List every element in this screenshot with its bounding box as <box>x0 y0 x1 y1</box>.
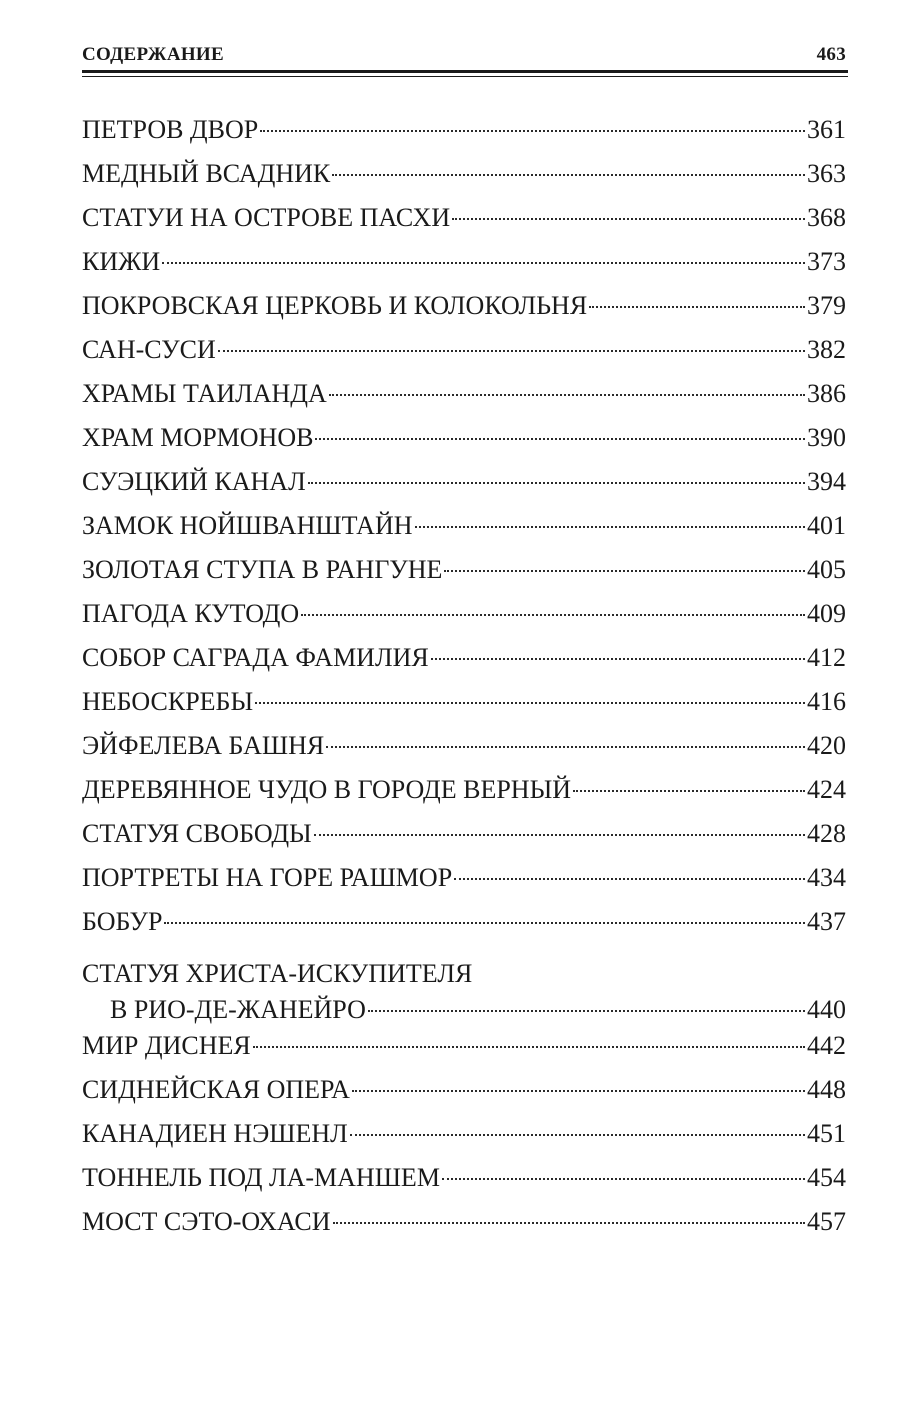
dot-leader <box>352 1089 805 1092</box>
toc-entry-title: СТАТУИ НА ОСТРОВЕ ПАСХИ <box>82 203 451 232</box>
toc-entry-title: ЗОЛОТАЯ СТУПА В РАНГУНЕ <box>82 555 443 584</box>
toc-entry <box>82 904 846 948</box>
toc-entry-title: МЕДНЫЙ ВСАДНИК <box>82 159 331 188</box>
toc-entry-page: 379 <box>807 291 846 320</box>
dot-leader <box>314 833 805 836</box>
dot-leader <box>308 481 805 484</box>
toc-entry-title: СОБОР САГРАДА ФАМИЛИЯ <box>82 643 429 672</box>
dot-leader <box>333 1221 805 1224</box>
toc-entry-title: ПАГОДА КУТОДО <box>82 599 300 628</box>
toc-entry-title: ДЕРЕВЯННОЕ ЧУДО В ГОРОДЕ ВЕРНЫЙ <box>82 775 572 804</box>
page-number: 463 <box>816 44 846 65</box>
toc-entry-title: КАНАДИЕН НЭШЕНЛ <box>82 1119 348 1148</box>
toc-entry-page: 382 <box>807 335 846 364</box>
dot-leader <box>255 701 805 704</box>
dot-leader <box>368 1009 805 1012</box>
dot-leader <box>415 525 806 528</box>
dot-leader <box>315 437 805 440</box>
dot-leader <box>164 921 805 924</box>
toc-entry <box>82 508 846 552</box>
toc-entry <box>82 244 846 288</box>
toc-entry-title: СТАТУЯ ХРИСТА-ИСКУПИТЕЛЯ <box>82 959 473 988</box>
toc-entry-title: МОСТ СЭТО-ОХАСИ <box>82 1207 331 1236</box>
toc-entry <box>82 376 846 420</box>
toc-entry-title: ХРАМ МОРМОНОВ <box>82 423 314 452</box>
header-rule-thin <box>82 76 848 77</box>
dot-leader <box>218 349 805 352</box>
dot-leader <box>573 789 805 792</box>
table-of-contents <box>82 112 846 1248</box>
toc-entry-page: 457 <box>807 1207 846 1236</box>
toc-entry-page: 448 <box>807 1075 846 1104</box>
toc-entry <box>82 420 846 464</box>
toc-entry <box>82 1204 846 1248</box>
toc-entry-page: 390 <box>807 423 846 452</box>
toc-entry <box>82 1160 846 1204</box>
toc-entry-page: 368 <box>807 203 846 232</box>
toc-entry-title: СУЭЦКИЙ КАНАЛ <box>82 467 306 496</box>
toc-entry-page: 424 <box>807 775 846 804</box>
dot-leader <box>332 173 805 176</box>
toc-entry-page: 386 <box>807 379 846 408</box>
toc-entry-page: 373 <box>807 247 846 276</box>
toc-entry-page: 442 <box>807 1031 846 1060</box>
dot-leader <box>442 1177 805 1180</box>
toc-entry-page: 454 <box>807 1163 846 1192</box>
dot-leader <box>454 877 805 880</box>
toc-entry <box>82 552 846 596</box>
toc-entry <box>82 112 846 156</box>
toc-entry <box>82 816 846 860</box>
dot-leader <box>162 261 805 264</box>
toc-entry-title: ПОКРОВСКАЯ ЦЕРКОВЬ И КОЛОКОЛЬНЯ <box>82 291 588 320</box>
toc-entry <box>82 948 846 1028</box>
toc-entry <box>82 684 846 728</box>
toc-entry-page: 437 <box>807 907 846 936</box>
toc-entry-title: МИР ДИСНЕЯ <box>82 1031 251 1060</box>
dot-leader <box>260 129 805 132</box>
toc-entry-page: 451 <box>807 1119 846 1148</box>
toc-entry-page: 363 <box>807 159 846 188</box>
toc-entry-title: ТОННЕЛЬ ПОД ЛА-МАНШЕМ <box>82 1163 440 1192</box>
toc-entry <box>82 728 846 772</box>
dot-leader <box>452 217 805 220</box>
toc-entry <box>82 596 846 640</box>
toc-entry-title: ЗАМОК НОЙШВАНШТАЙН <box>82 511 413 540</box>
toc-entry-title: САН-СУСИ <box>82 335 216 364</box>
dot-leader <box>329 393 805 396</box>
toc-entry-title: ХРАМЫ ТАИЛАНДА <box>82 379 327 408</box>
toc-entry-title-continued: В РИО-ДЕ-ЖАНЕЙРО <box>110 995 366 1024</box>
toc-entry <box>82 200 846 244</box>
dot-leader <box>253 1045 805 1048</box>
toc-entry-page: 361 <box>807 115 846 144</box>
toc-entry <box>82 640 846 684</box>
toc-entry-page: 394 <box>807 467 846 496</box>
toc-entry <box>82 156 846 200</box>
toc-entry <box>82 1072 846 1116</box>
toc-entry-page: 405 <box>807 555 846 584</box>
toc-entry-title: БОБУР <box>82 907 163 936</box>
toc-entry <box>82 772 846 816</box>
toc-entry-page: 409 <box>807 599 846 628</box>
toc-entry-page: 416 <box>807 687 846 716</box>
dot-leader <box>326 745 805 748</box>
toc-entry <box>82 1116 846 1160</box>
toc-entry-title: КИЖИ <box>82 247 161 276</box>
toc-entry <box>82 1028 846 1072</box>
toc-entry <box>82 332 846 376</box>
toc-entry-page: 420 <box>807 731 846 760</box>
toc-entry-page: 428 <box>807 819 846 848</box>
toc-entry-title: ПОРТРЕТЫ НА ГОРЕ РАШМОР <box>82 863 453 892</box>
toc-entry-title: СИДНЕЙСКАЯ ОПЕРА <box>82 1075 350 1104</box>
toc-entry-title: ЭЙФЕЛЕВА БАШНЯ <box>82 731 325 760</box>
toc-entry-page: 440 <box>807 995 846 1024</box>
toc-entry-page: 434 <box>807 863 846 892</box>
dot-leader <box>431 657 805 660</box>
toc-entry-page: 401 <box>807 511 846 540</box>
toc-entry <box>82 860 846 904</box>
dot-leader <box>589 305 805 308</box>
toc-entry <box>82 464 846 508</box>
dot-leader <box>444 569 805 572</box>
section-title: СОДЕРЖАНИЕ <box>82 44 224 65</box>
toc-entry <box>82 288 846 332</box>
dot-leader <box>301 613 805 616</box>
toc-entry-title: НЕБОСКРЕБЫ <box>82 687 254 716</box>
dot-leader <box>350 1133 805 1136</box>
toc-entry-title: СТАТУЯ СВОБОДЫ <box>82 819 312 848</box>
toc-entry-page: 412 <box>807 643 846 672</box>
header-rule-thick <box>82 70 848 73</box>
toc-entry-title: ПЕТРОВ ДВОР <box>82 115 259 144</box>
